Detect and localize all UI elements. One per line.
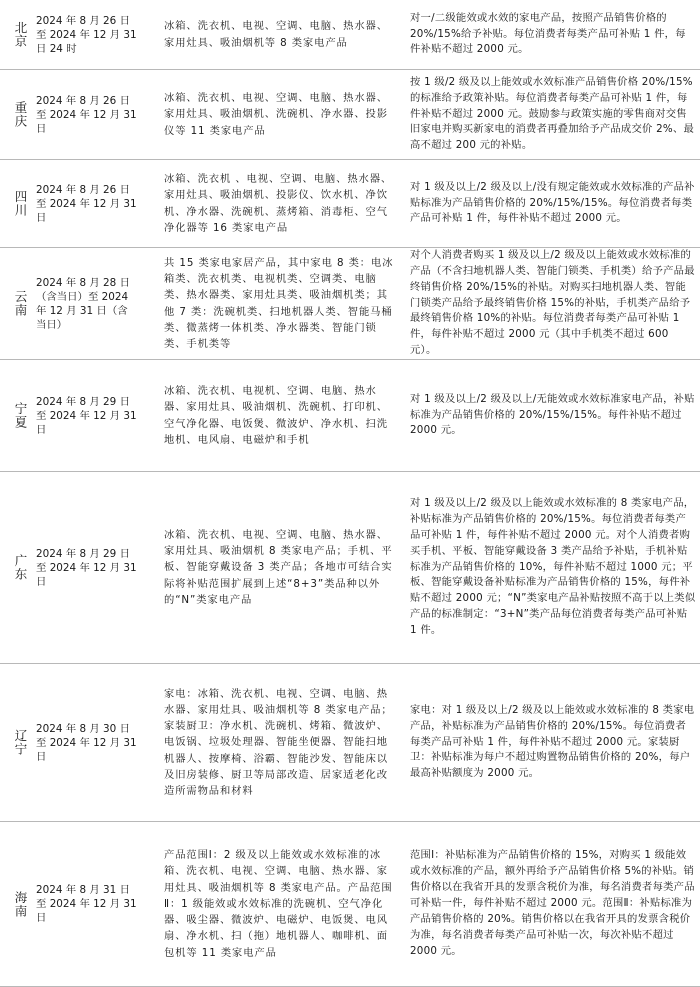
standard-cell (410, 248, 696, 359)
period-cell (36, 360, 154, 471)
province-name: 海南 (13, 890, 28, 918)
standard-text: 按 1 级/2 级及以上能效或水效标准产品销售价格 20%/15%的标准给予政策补贴。每位消费者每类产品可补贴 1 件，每件补贴不超过 2000 元。鼓励参与政策实施的零售商对交售旧家电并购买新家电的消费者再叠加给予产品成交价 2%、最高不超过 200 元的补贴。 (410, 75, 695, 152)
table-row (0, 70, 700, 160)
period-cell (36, 70, 154, 159)
categories-cell (164, 160, 398, 247)
categories-text: 家电：冰箱、洗衣机、电视、空调、电脑、热水器、家用灶具、吸油烟机等 8 类家电产品；家装厨卫：净水机、洗碗机、烤箱、微波炉、电饭锅、垃圾处理器、智能坐便器、智能扫地机器人、按摩椅、浴霸、智能沙发、智能床以及旧房装修、厨卫等局部改造、居家适老化改造所需物品和材料 (164, 687, 393, 797)
table-row (0, 664, 700, 822)
standard-text: 对 1 级及以上/2 级及以上能效或水效标准的 8 类家电产品，补贴标准为产品销售价格的 20%/15%。每位消费者每类产品可补贴 1 件，每件补贴不超过 2000 元。对个人消费者购买手机、平板、智能穿戴设备 3 类产品给予补贴，手机补贴标准为产品销售价格的 10%，每件补贴不超过 1000 元；平板、智能穿戴设备补贴标准为产品销售价格的 15%，每件补贴不超过 2000 元；“N”类家电产品补贴按照不高于以上类似产品的标准制定：“3+N”类产品每位消费者每类产品可补贴 1 件。 (410, 496, 696, 637)
standard-cell (410, 472, 696, 663)
period-cell (36, 160, 154, 247)
table-row (0, 248, 700, 360)
categories-cell (164, 360, 398, 471)
categories-cell (164, 822, 398, 986)
table-row (0, 472, 700, 664)
standard-cell (410, 360, 696, 471)
categories-cell (164, 664, 398, 821)
period-text: 2024 年 8 月 30 日 至 2024 年 12 月 31 日 (36, 722, 137, 763)
province-name: 广东 (13, 554, 28, 581)
province-cell (0, 472, 26, 663)
period-cell (36, 248, 154, 359)
table-row (0, 0, 700, 70)
period-text: 2024 年 8 月 26 日 至 2024 年 12 月 31 日 (36, 94, 137, 135)
province-name: 北京 (13, 21, 28, 48)
period-text: 2024 年 8 月 31 日 至 2024 年 12 月 31 日 (36, 884, 137, 924)
table-row (0, 360, 700, 472)
period-text: 2024 年 8 月 28 日 （含当日）至 2024 年 12 月 31 日（含 当日） (36, 276, 130, 331)
province-name: 辽宁 (13, 729, 28, 756)
period-cell (36, 822, 154, 986)
categories-cell (164, 472, 398, 663)
standard-text: 对 1 级及以上/2 级及以上/无能效或水效标准家电产品，补贴标准为产品销售价格的 20%/15%/15%。每件补贴不超过 2000 元。 (410, 392, 695, 437)
province-cell (0, 70, 26, 159)
categories-cell (164, 0, 398, 69)
standard-cell (410, 160, 696, 247)
categories-cell (164, 70, 398, 159)
standard-text: 范围Ⅰ：补贴标准为产品销售价格的 15%，对购买 1 级能效或水效标准的产品，额外再给予产品销售价格 5%的补贴。销售价格以在我省开具的发票含税价为准，每名消费者每类产品可补贴一件，每件补贴不超过 2000 元。范围Ⅱ：补贴标准为产品销售价格的 20%。销售价格以在我省开具的发票含税价为准，每名消费者每类产品可补贴一次，每次补贴不超过 2000 元。 (410, 849, 695, 957)
categories-text: 冰箱、洗衣机 、电视、空调、电脑、热水器、家用灶具、吸油烟机、投影仪、饮水机、净饮机、净水器、洗碗机、蒸烤箱、消毒柜、空气净化器等 16 类家电产品 (164, 173, 393, 234)
period-text: 2024 年 8 月 29 日 至 2024 年 12 月 31 日 (36, 395, 137, 436)
categories-text: 冰箱、洗衣机、电视、空调、电脑、热水器、家用灶具、吸油烟机 8 类家电产品；手机、平板、智能穿戴设备 3 类产品；各地市可结合实际将补贴范围扩展到上述“8+3”类品种以外的“N”类家电产品 (164, 528, 393, 606)
period-text: 2024 年 8 月 26 日 至 2024 年 12 月 31 日 (36, 183, 137, 224)
categories-cell (164, 248, 398, 359)
province-cell (0, 0, 26, 69)
categories-text: 共 15 类家电家居产品，其中家电 8 类：电冰箱类、洗衣机类、电视机类、空调类、电脑类、热水器类、家用灶具类、吸油烟机类；其他 7 类：洗碗机类、扫地机器人类、智能马桶类、微蒸烤一体机类、净水器类、智能门锁类、手机类等 (164, 256, 394, 350)
period-cell (36, 664, 154, 821)
period-cell (36, 472, 154, 663)
standard-cell (410, 70, 696, 159)
province-name: 四川 (13, 190, 28, 217)
province-cell (0, 664, 26, 821)
standard-text: 家电：对 1 级及以上/2 级及以上能效或水效标准的 8 类家电产品，补贴标准为产品销售价格的 20%/15%。每位消费者每类产品可补贴 1 件，每件补贴不超过 2000 元。家装厨卫：补贴标准为每户不超过购置物品销售价格的 20%，每户最高补贴额度为 2000 元。 (410, 703, 695, 780)
province-cell (0, 822, 26, 986)
table-row (0, 822, 700, 987)
table-row (0, 160, 700, 248)
standard-text: 对一/二级能效或水效的家电产品，按照产品销售价格的 20%/15%给予补贴。每位消费者每类产品可补贴 1 件，每件补贴不超过 2000 元。 (410, 11, 686, 56)
categories-text: 冰箱、洗衣机、电视、空调、电脑、热水器、家用灶具、吸油烟机、洗碗机、净水器、投影仪等 11 类家电产品 (164, 92, 388, 137)
categories-text: 冰箱、洗衣机、电视机、空调、电脑、热水器、家用灶具、吸油烟机、洗碗机、打印机、空气净化器、电饭煲、微波炉、净水机、扫洗地机、电风扇、电磁炉和手机 (164, 385, 388, 446)
period-text: 2024 年 8 月 26 日 至 2024 年 12 月 31 日 24 时 (36, 14, 137, 55)
standard-cell (410, 0, 696, 69)
province-cell (0, 160, 26, 247)
period-text: 2024 年 8 月 29 日 至 2024 年 12 月 31 日 (36, 547, 137, 588)
standard-text: 对个人消费者购买 1 级及以上/2 级及以上能效或水效标准的产品（不含扫地机器人类、智能门锁类、手机类）给予产品最终销售价格 20%/15%的补贴。对购买扫地机器人类、智能门锁类产品给予最终销售价格 15%的补贴，手机类产品给予最终销售价格 10%的补贴。每位消费者每类产品可补贴 1 件，每件补贴不超过 2000 元（其中手机类不超过 600 元）。 (410, 248, 695, 357)
standard-cell (410, 664, 696, 821)
province-cell (0, 248, 26, 359)
categories-text: 冰箱、洗衣机、电视、空调、电脑、热水器、家用灶具、吸油烟机等 8 类家电产品 (164, 20, 388, 49)
province-name: 重庆 (13, 101, 28, 128)
period-cell (36, 0, 154, 69)
province-name: 宁夏 (13, 402, 28, 429)
province-name: 云南 (13, 290, 28, 317)
province-cell (0, 360, 26, 471)
standard-text: 对 1 级及以上/2 级及以上/没有规定能效或水效标准的产品补贴标准为产品销售价格的 20%/15%/15%。每位消费者每类产品可补贴 1 件，每件补贴不超过 2000 元。 (410, 180, 695, 225)
categories-text: 产品范围Ⅰ：2 级及以上能效或水效标准的冰箱、洗衣机、电视、空调、电脑、热水器、家用灶具、吸油烟机等 8 类家电产品。产品范围Ⅱ：1 级能效或水效标准的洗碗机、空气净化器、吸尘器、微波炉、电磁炉、电饭煲、电风扇、净水机、扫（拖）地机器人、咖啡机、面包机等 11 类家电产品 (164, 849, 393, 959)
standard-cell (410, 822, 696, 986)
